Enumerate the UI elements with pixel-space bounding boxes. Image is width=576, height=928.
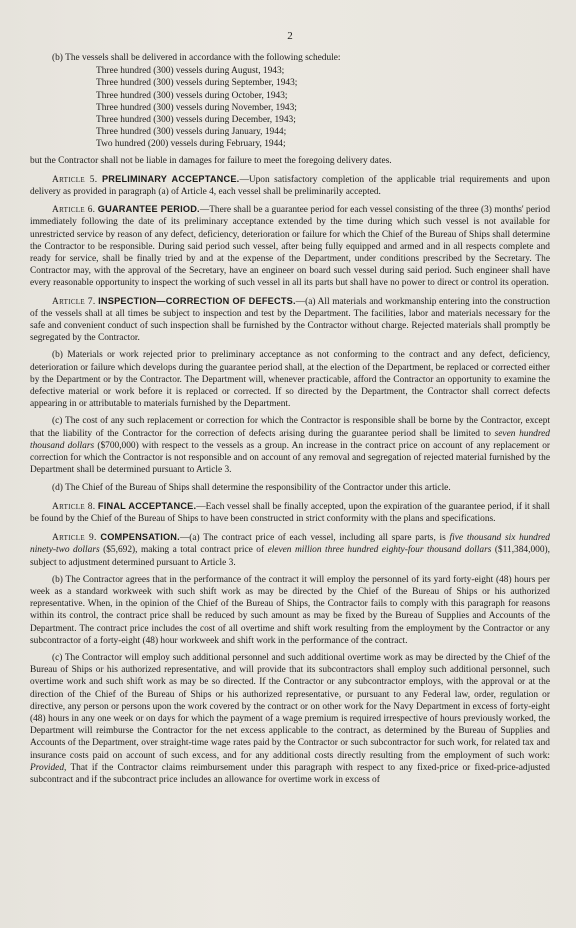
article-5-text: —Upon satisfactory completion of the applicable trial requirements and upon delivery as provided in paragraph (a) of Article 4, each vessel shall be preliminarily accepted. — [30, 174, 550, 198]
article-6-label: Article 6. — [52, 205, 96, 216]
schedule-line: Three hundred (300) vessels during October, 1943; — [96, 90, 288, 101]
article-8 — [30, 500, 550, 525]
article-7-d: (d) The Chief of the Bureau of Ships shall determine the responsibility of the Contractor under this article. — [52, 482, 451, 493]
article-7-a-text: —(a) All materials and workmanship entering into the construction of the vessels shall at all times be subject to inspection and test by the Department. The facilities, labor and materials necessary for the safe and convenient conduct of such inspection shall be furnished by the Contractor without charge. Rejected materials shall promptly be segregated by the Contractor. — [30, 296, 551, 344]
article-7-c — [30, 415, 550, 476]
delivery-intro: (b) The vessels shall be delivered in accordance with the following schedule: — [52, 53, 341, 63]
article-7-b: (b) Materials or work rejected prior to preliminary acceptance as not conforming to the contract and any defect, deficiency, deterioration or failure which develops during the guarantee period shall, at the election of the Department, be replaced or corrected either by the Department or by the Contractor. The Department will, whenever practicable, afford the Contractor an opportunity to examine the defective material or work before it is replaced or corrected. If so directed by the Department, the Contractor shall correct defects appearing in or attributable to materials furnished by the Department. — [30, 350, 550, 410]
delivery-schedule — [96, 65, 550, 150]
article-9-c-text-1: (c) The Contractor will employ such additional personnel and such additional overtime work as may be directed by the Chief of the Bureau of Ships or his authorized representative, and will provide that its subcontractors shall employ such additional personnel, such overtime work and such shift work as may be so directed. If the Contractor or any subcontractor employs, with the approval or at the direction of the Chief of the Bureau of Ships or his authorized representative, or pursuant to any Federal law, order, regulation or directive, any person or persons upon the work covered by the contract or on other work for the Navy Department in excess of forty-eight (48) hours in any one week or on days for which the payment of a wage premium is required irrespective of hours previously worked, the Department will reimburse the Contractor for the net excess applicable to the contract, as determined by the Bureau of Supplies and Accounts of the Department, over straight-time wage rates paid by the Contractor or such subcontractor for such work, for related tax and insurance costs paid on account of such excess, and for any additional costs directly resulting from the employment of such work: — [30, 652, 550, 761]
article-5-label: Article 5. — [52, 174, 98, 185]
article-9-title: COMPENSATION. — [100, 532, 180, 543]
article-5 — [30, 173, 550, 198]
article-6 — [30, 203, 550, 289]
schedule-line: Two hundred (200) vessels during February, 1944; — [96, 139, 286, 150]
schedule-line: Three hundred (300) vessels during November, 1943; — [96, 102, 297, 113]
article-9-label: Article 9. — [52, 533, 97, 544]
article-6-text: —There shall be a guarantee period for each vessel consisting of the three (3) months' period immediately following the date of its preliminary acceptance extended by the time during which such vessel is not available for unrestricted service by reason of any defect, deficiency, deterioration or failure for which the Chief of the Bureau of Ships shall determine the Contractor to be responsible. During said period such vessel, after being fully equipped and armed and in all respects complete and ready for service, shall be finally tried by and at the expense of the Department, under conditions prescribed by the Secretary. The Contractor may, with the approval of the Secretary, have an engineer on board such vessel during said period. Such engineer shall have every reasonable opportunity to inspect the working of such vessel in all its parts but shall have no power to direct or control its operation. — [30, 205, 551, 289]
article-8-text: —Each vessel shall be finally accepted, upon the expiration of the guarantee period, if it shall be found by the Chief of the Bureau of Ships to have been constructed in strict conformity with the plans and specifications. — [30, 501, 550, 524]
article-9-c-text-2: , That if the Contractor claims reimbursement under this paragraph with respect to any fixed-price or fixed-price-adjusted subcontract and if the subcontract price includes an allowance for overtime work in excess of — [30, 762, 550, 785]
article-7-label: Article 7. — [52, 296, 96, 307]
article-7-title: INSPECTION—CORRECTION OF DEFECTS. — [98, 295, 296, 306]
article-9-a-italic-1: five thousand six hundred ninety-two dollars — [30, 533, 550, 556]
article-9-a-text-3: ($11,384,000), subject to adjustment determined pursuant to Article 3. — [30, 545, 550, 568]
article-9-c-italic: Provided — [30, 762, 65, 773]
article-6-title: GUARANTEE PERIOD. — [97, 204, 200, 215]
schedule-line: Three hundred (300) vessels during September, 1943; — [96, 78, 298, 89]
article-7-c-text-2: ($700,000) with respect to the vessels as a group. An increase in the contract price on account of any replacement or correction for which the Contractor is not responsible and on account of any removal and segregation of rejected material furnished by the Department shall be determined pursuant to Article 3. — [30, 440, 550, 476]
article-9-b: (b) The Contractor agrees that in the performance of the contract it will employ the personnel of its yard forty-eight (48) hours per week as a standard workweek with such shift work as may be directed by the Chief of the Bureau of Ships or his authorized representative. When, in the opinion of the Chief of the Bureau of Ships, the Contractor fails to comply with this paragraph for reasons within its control, the contract price shall be reduced by such amount as may be fixed by the Bureau of Supplies and Accounts of the Department. The contract price includes the cost of all overtime and shift work resulting from the employment by the Contractor or any subcontractor of a forty-eight (48) hour workweek and shift work in the performance of the contract. — [30, 574, 550, 646]
article-9-a-text-2: ($5,692), making a total contract price of — [99, 545, 268, 556]
article-8-title: FINAL ACCEPTANCE. — [97, 500, 197, 511]
article-7-a — [30, 295, 550, 345]
article-7-c-text-1: (c) The cost of any such replacement or correction for which the Contractor is responsible shall be borne by the Contractor, except that the liability of the Contractor for the correction of defects arising during the guarantee period shall be limited to — [30, 416, 550, 439]
schedule-line: Three hundred (300) vessels during January, 1944; — [96, 127, 287, 138]
schedule-line: Three hundred (300) vessels during August, 1943; — [96, 66, 285, 77]
article-8-label: Article 8. — [52, 501, 96, 512]
article-9-a — [30, 531, 550, 569]
article-9-a-text-1: —(a) The contract price of each vessel, including all spare parts, is — [179, 533, 450, 544]
schedule-line: Three hundred (300) vessels during December, 1943; — [96, 115, 296, 126]
article-9-c — [30, 652, 550, 786]
article-5-title: PRELIMINARY ACCEPTANCE. — [101, 173, 240, 184]
delivery-closing: but the Contractor shall not be liable in damages for failure to meet the foregoing delivery dates. — [30, 155, 392, 166]
page-number: 2 — [287, 30, 293, 42]
article-7-c-italic: seven hundred thousand dollars — [30, 428, 550, 451]
article-9-a-italic-2: eleven million three hundred eighty-four thousand dollars — [267, 545, 492, 556]
